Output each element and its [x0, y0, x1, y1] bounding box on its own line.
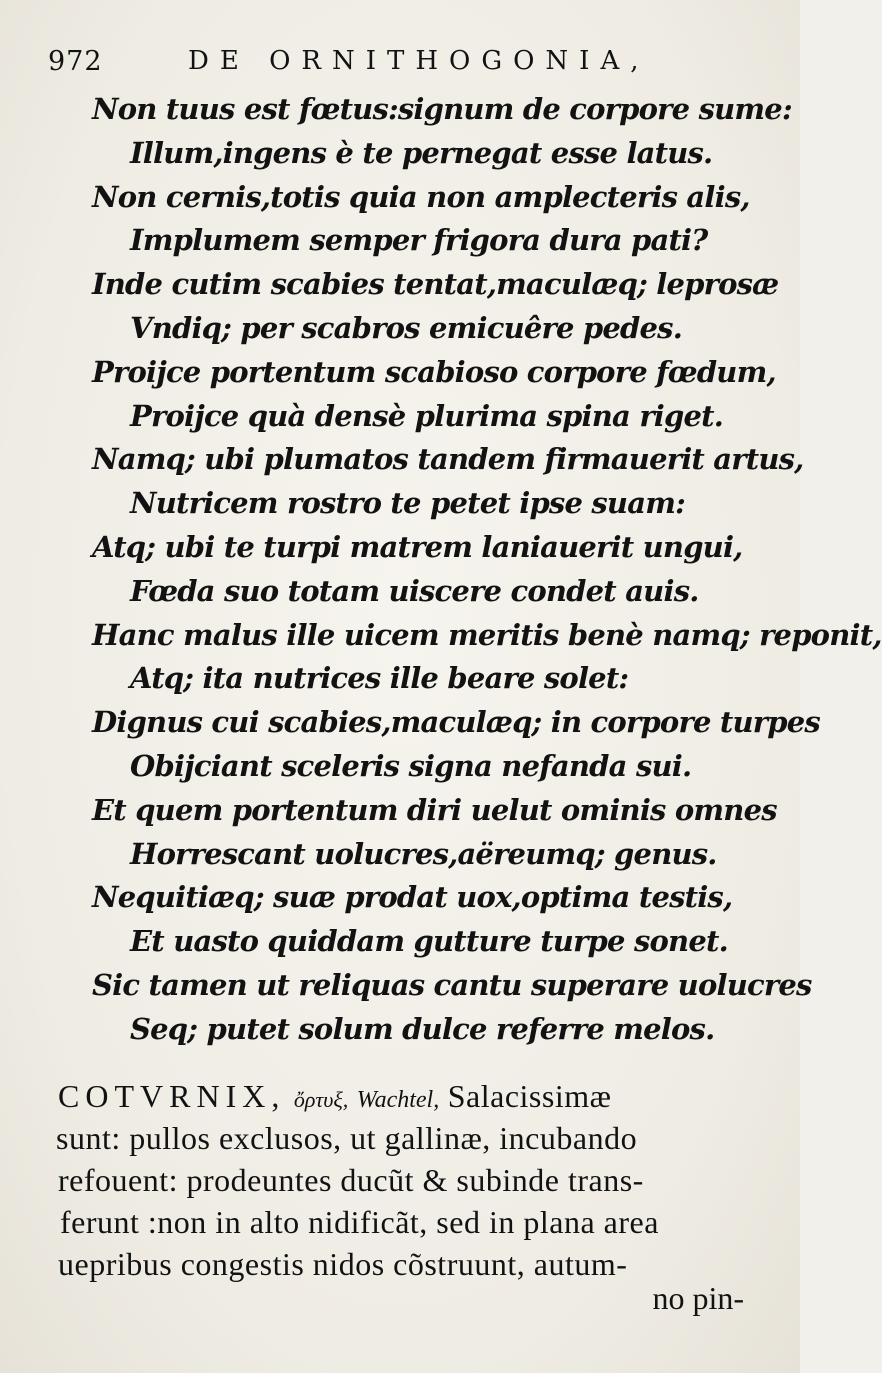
verse-line: Proijce portentum scabioso corpore fœdum, — [92, 354, 776, 389]
verse-line: Illum,ingens è te pernegat esse latus. — [130, 135, 713, 170]
page-header — [48, 42, 688, 92]
verse-line: Dignus cui scabies,maculæq; in corpore turpes — [92, 705, 820, 740]
verse-line: Seq; putet solum dulce referre melos. — [130, 1011, 715, 1046]
verse-line: Fœda suo totam uiscere condet auis. — [130, 573, 699, 608]
verse-line: Atq; ita nutrices ille beare solet: — [130, 661, 629, 696]
verse-line: Proijce quà densè plurima spina riget. — [130, 398, 724, 433]
verse-line: Hanc malus ille uicem meritis benè namq; reponit, — [92, 617, 882, 652]
verse-line: Et uasto quiddam gutture turpe sonet. — [130, 924, 728, 959]
german-term: Wachtel, — [356, 1087, 440, 1113]
verse-line: Et quem portentum diri uelut ominis omnes — [92, 792, 777, 827]
verse-line: Horrescant uolucres,aëreumq; genus. — [130, 836, 717, 871]
verse-line: Sic tamen ut reliquas cantu superare uolucres — [92, 968, 812, 1002]
verse-line: Atq; ubi te turpi matrem laniauerit ungui, — [92, 530, 743, 564]
prose-line: sunt: pullos exclusos, ut gallinæ, incubando — [56, 1120, 638, 1156]
prose-text: Salacissimæ — [447, 1078, 612, 1114]
verse-line: Vndiq; per scabros emicuêre pedes. — [130, 311, 683, 345]
prose-line: refouent: prodeuntes ducũt & subinde trans- — [58, 1162, 644, 1198]
entry-heading: COTVRNIX, — [58, 1078, 286, 1114]
prose-line — [58, 1078, 611, 1115]
verse-line: Inde cutim scabies tentat,maculæq; leprosæ — [92, 267, 779, 302]
verse-line: Non tuus est fœtus:signum de corpore sume: — [92, 92, 792, 126]
running-title: DE ORNITHOGONIA, — [188, 46, 650, 76]
verse-line: Implumem semper frigora dura pati? — [130, 223, 708, 258]
catchword: no pin- — [652, 1280, 744, 1316]
verse-line: Nequitiæq; suæ prodat uox,optima testis, — [92, 880, 733, 915]
page-number: 972 — [48, 46, 103, 77]
verse-line: Nutricem rostro te petet ipse suam: — [130, 486, 686, 521]
verse-line: Namq; ubi plumatos tandem firmauerit artus, — [92, 442, 804, 477]
prose-line: uepribus congestis nidos cõstruunt, autum- — [58, 1246, 628, 1282]
verse-line: Obijciant sceleris signa nefanda sui. — [130, 749, 692, 783]
greek-term: ὄρτυξ, — [293, 1087, 349, 1112]
verse-line: Non cernis,totis quia non amplecteris alis, — [92, 179, 750, 214]
prose-line: ferunt :non in alto nidificãt, sed in plana area — [60, 1204, 659, 1240]
